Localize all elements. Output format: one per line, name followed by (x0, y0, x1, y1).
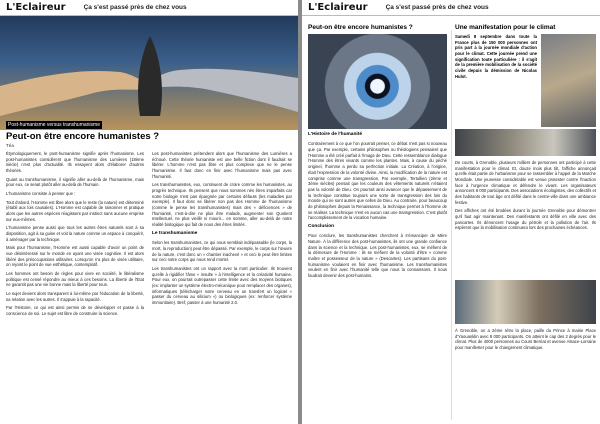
section-heading: Le transhumanisme (152, 230, 198, 236)
left-page (0, 0, 298, 424)
paragraph: Selon les transhumanistes, ce qui nous semblait indépassable (le corps, la mort, la reproduction) peut être dépassé. Par exemple, le corps sur l'œuvre de la nature, c'est donc un « chantier inachevé » et ceci le peut être limites sur ceci notre corps qui nous rend mortel. (152, 240, 292, 263)
protest-photo (455, 280, 596, 324)
paragraph: Le sujet devient alors transparent à lui-même par l'éducation de la liberté, sa relation avec les autres. Il s'appuie à la rapacité. (6, 291, 144, 302)
climate-intro (455, 34, 537, 79)
author: Téa (6, 143, 14, 148)
protest-photo (541, 34, 596, 127)
paragraph: Étymologiquement, le post-humanisme signifie après l'humanisme. Les post-humanistes considèrent que l'humanisme des Lumières (18ème siècle) n'est plus d'actualité. Ils essayent alors d'élaborer d'autres théories. (6, 151, 144, 174)
right-page (302, 0, 600, 424)
article-title: Une manifestation pour le climat (455, 24, 556, 31)
paragraph: À Grenoble, on a 2ème rétro la place, paille du Prince à mairie Place d'Yaouanklin avec 8 000 participants. On atteint le cap des 2 degrés pour le climat. Plus de 4000 personnes au Cours Berriat et avenue Alsace-Lorraine pour manifester pour le changement climatique. (455, 328, 596, 351)
paragraph: Samedi 8 septembre dans toute la France plus de 150 000 personnes ont pris part à la journée mondiale d'action pour le climat. Cette journée prend une signification toute particulière : il s'agit de la première mobilisation de la société civile depuis la démission de Nicolas Hulot. (455, 34, 537, 79)
paragraph: Pour conclure, les transhumanistes cherchent à s'émanciper de Mère Nature. À la différence des post-humanistes, ils ont une grande confiance dans la science et la technique. Les post-humanistes, eux, se méfient de la démesure de l'Homme : ils se méfient de la volonté d'être « comme maître et possesseur de la nature » (Descartes). Les partisans du post-humanisme voulaient en finir avec l'humanisme. Les transhumanistes veulent en finir avec l'humanité telle que nous la connaissons. Il nous faudrait devenir des post-humains. (308, 233, 447, 279)
paragraph: Quant au transhumanisme, il signifie aller au-delà de l'humanisme, mais pour eux, ce serait plutôt aller au-delà de l'humain. (6, 176, 144, 188)
top-bar (0, 0, 298, 16)
article-title: Peut-on être encore humanistes ? (308, 24, 413, 31)
paragraph: L'humanisme pense aussi que tous les autres êtres naturels sont à sa disposition, agit à sa guise et voit la nature comme un espace à conquérir, à aménager par la technique. (6, 225, 144, 242)
paragraph: Tout d'abord, l'Homme est libre alors que le reste (la nature) est déterminé (établi aux lois causales). L'Homme est capable de raisonner et pratique alors que les autres espèces réagissent par instinct sans aucune emprise sur eux-mêmes. (6, 199, 144, 222)
article-column-1 (6, 151, 144, 320)
hero-caption: Post-humanisme versus transhumanisme (8, 122, 100, 128)
climate-column-end (455, 328, 596, 354)
slogan: Ça s'est passé près de chez vous (385, 4, 489, 11)
paragraph: Mais pour l'humanisme, l'Homme est aussi capable d'avoir un point de vue désintéressé sur le monde en ayant une visée cognitive. Il est alors libéré des préoccupations utilitaires. Lorsqu'on n'a plus de visée utilitaire, on rejoint le point de vue esthétique, contemplatif. (6, 245, 144, 268)
protest-photo (455, 129, 596, 156)
paragraph: Les hommes ont besoin de règles pour vivre en société, le libéralisme politique est censé répondre au mieux à ces besoins. La liberté de l'Etat ne garantit pas une vie bonne mais la liberté pour tous. (6, 271, 144, 288)
column-divider (451, 30, 452, 420)
section-heading: Conclusion (308, 223, 335, 229)
history-column (308, 132, 447, 282)
brand-logo: L'Eclaireur (6, 2, 66, 13)
hero-image (0, 16, 298, 130)
page-title: Peut-on être encore humanistes ? (6, 131, 160, 142)
paragraph: Les post-humanistes prétendent alors que l'humanisme des Lumières a échoué. Cette théorie humaniste est une belle fiction dont il faudrait se libérer. L'homme n'est pas libre et plus complexe que ne le pense l'humanisme. Il faut donc en finir avec l'humanisme mais pas avec l'humanité. (152, 151, 292, 179)
paragraph: De courts, à Grenoble, plusieurs milliers de personnes ont participé à cette manifestation pour le climat. Et, douze mois plus tôt, l'affiche annonçait qu'elle était partie de l'urbanisme pour se rassembler à l'appel de la Marche Mondiale. Une jeunesse considérable est venue protester contre l'inaction face à l'urgence climatique et défendre le vivant. Les organisateurs annoncent 8 000 participants. Des associations écologistes, des collectifs et des habitants de tout âge ont défilé dans le centre-ville dans une ambiance festive. (455, 160, 596, 205)
climate-column (455, 160, 596, 234)
slogan: Ça s'est passé près de chez vous (83, 4, 187, 11)
paragraph: Les transhumanistes ont un rapport avec la mort particulier. Ils trouvent qu'elle à rigidifier l'âme « insulte » à l'intelligence et la créativité humaine. Pour eux, on pourrait outrepasser cette limite avec des moyens biotiques (ex: implanter un système électro-mécanique pour remplacer des organes), informatiques (télécharger notre cerveau en un transfert un logiciel « passer du cerveau au silicium ») ou biologiques (ex: renforcer système immunitaire). Bref, passer à une humanité 2.0. (152, 265, 292, 305)
paragraph: Les transhumanistes, eux, continuent de croire comme les humanistes, au progrès technique. Ils pensent que nous sommes nés êtres imparfaits car notre biologie n'est pas épargnée par certains défauts (les maladies par exemple). Il faut donc se libérer non pas des Homme de l'humanisme (comme le pense les transhumanistes) mais des « déficiences » de l'humanité, c'est-à-dire ne plus être malade, augmenter son Quotient Intellectuel, ne plus vieillir ni mourir... en somme, aller au-delà de notre réalité biologique qui fait de nous des êtres limités. (152, 182, 292, 228)
section-heading: L'Histoire de l'humanité (308, 132, 362, 137)
brand-logo: L'Eclaireur (308, 2, 368, 13)
paragraph: Des affiches ont été brodées durant la journée Grenoble pour démontrer qu'il faut agir maintenant. Des manifestants ont défilé en ville avec des pancartes. Ils dénoncent l'usage du pétrole et la pollution de l'air. Ils espèrent que la mobilisation continuera lors des prochaines échéances. (455, 208, 596, 231)
top-bar (302, 0, 600, 16)
paragraph: L'humanisme consiste à penser que : (6, 191, 76, 197)
hands-illustration (0, 16, 298, 130)
article-column-2 (152, 151, 292, 309)
paragraph: Par l'Histoire, ce qui est ainsi permis de se développer et passe à la conscience de soi. Le sujet est libre de construire la science. (6, 305, 144, 317)
paragraph: Contrairement à ce que l'on pourrait penser, ce débat n'est pas si nouveau que ça. Par exemple, certains philosophes ou théologiens pensaient que l'Homme a été créé parfait à l'image de Dieu. Cette ressemblance dialogue l'Homme des êtres vivants comme les plantes. Mais, à cause du péché originel, l'homme a perdu sa perfection initiale. La Création, à l'origine, était l'expression de la volonté divine. Ainsi, la modification de la nature est comprise comme une transgression. Par exemple, Tertullien (2ème et 3ème siècles) pensait que les couleurs des vêtements naturels n'étaient pas la volonté de Dieu. On pourrait ainsi avancer que le dépassement de la technique constitue toujours une sorte de transgression des lois du monde qui ne sont autres que celles de Dieu. Au contraire, pour beaucoup de philosophes depuis la Renaissance, la technique permet à l'homme de se réaliser. La technique n'est en aucun cas une transgression. C'est plutôt l'accomplissement de la vocation humaine. (308, 141, 447, 221)
eye-image (308, 34, 447, 129)
